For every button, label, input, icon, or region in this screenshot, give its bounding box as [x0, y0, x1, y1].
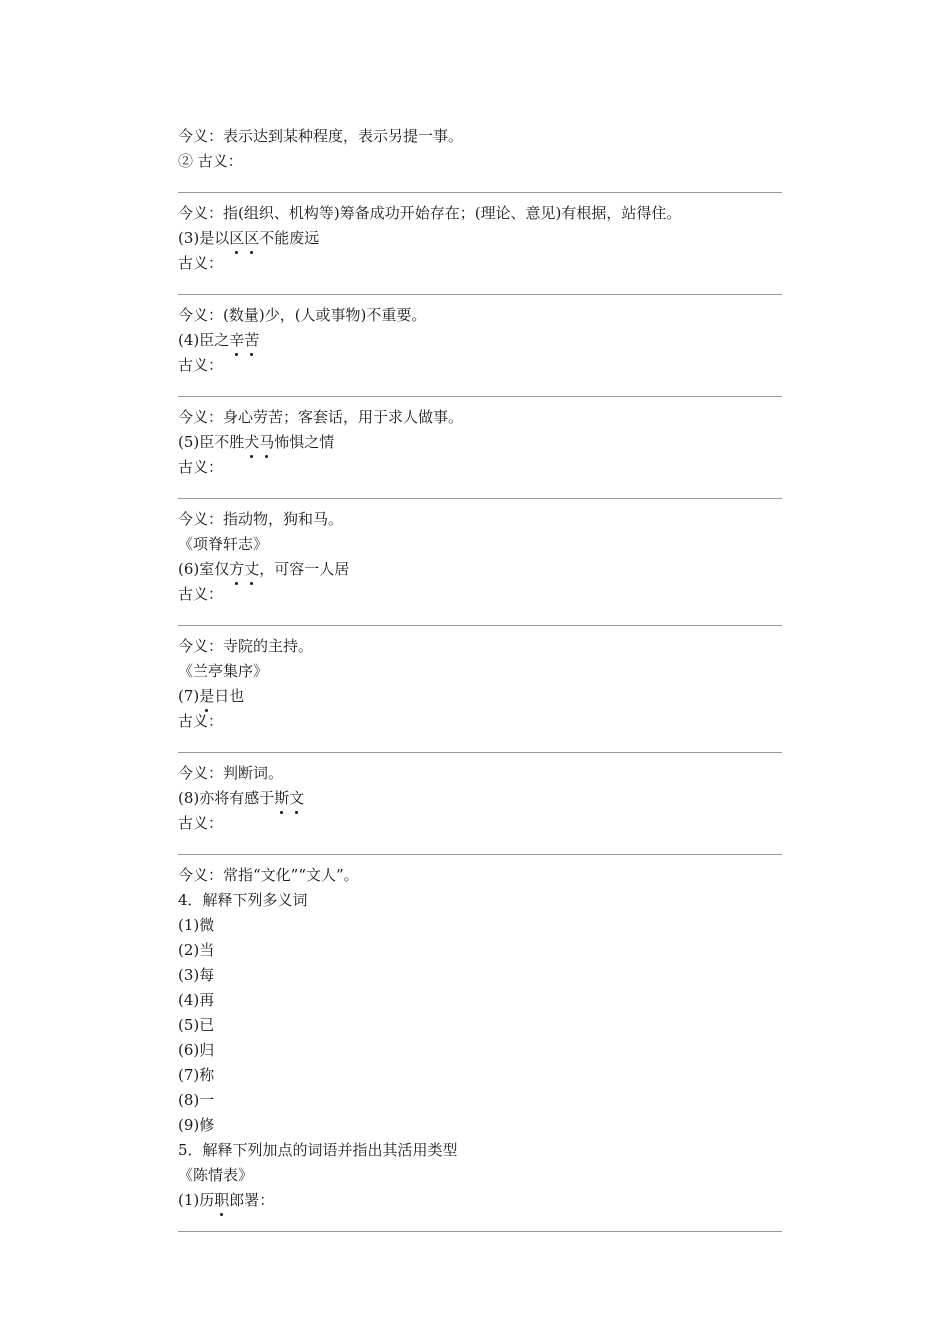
- text-line: (2)当: [178, 941, 215, 959]
- text-segment: 郎署：: [229, 1191, 275, 1209]
- dotted-character: 区: [244, 226, 259, 251]
- text-line: 今义：指动物，狗和马。: [178, 510, 344, 528]
- text-segment: 怖惧之情: [274, 433, 335, 451]
- text-line: 今义：身心劳苦；客套话，用于求人做事。: [178, 408, 464, 426]
- text-line: 古义：: [178, 712, 224, 730]
- dotted-character: 区: [229, 226, 244, 251]
- text-line: [178, 557, 782, 582]
- text-line: (7)称: [178, 1066, 215, 1084]
- answer-line: [178, 752, 782, 753]
- answer-line: [178, 396, 782, 397]
- text-line: 古义：: [178, 585, 224, 603]
- dotted-character: 马: [259, 430, 274, 455]
- text-line: (3)每: [178, 966, 215, 984]
- answer-line: [178, 1231, 782, 1232]
- text-line: [178, 430, 782, 455]
- dotted-character: 文: [289, 786, 304, 811]
- text-line: [178, 226, 782, 251]
- text-line: 古义：: [178, 254, 224, 272]
- text-line: 今义：表示达到某种程度，表示另提一事。: [178, 127, 464, 145]
- text-line: 古义：: [178, 458, 224, 476]
- dotted-character: 职: [214, 1188, 229, 1213]
- text-segment: (6)室仅: [178, 560, 230, 578]
- text-line: 《兰亭集序》: [178, 662, 269, 680]
- text-segment: 不能废远: [259, 229, 320, 247]
- text-line: [178, 786, 782, 811]
- text-line: 今义：指(组织、机构等)筹备成功开始存在；(理论、意见)有根据，站得住。: [178, 204, 682, 222]
- text-line: 今义：常指“文化”“文人”。: [178, 866, 359, 884]
- dotted-character: 辛: [229, 328, 244, 353]
- text-segment: ，可容一人居: [259, 560, 350, 578]
- text-line: 5．解释下列加点的词语并指出其活用类型: [178, 1141, 458, 1159]
- text-segment: (4)臣之: [178, 331, 230, 349]
- text-line: (9)修: [178, 1116, 215, 1134]
- answer-line: [178, 625, 782, 626]
- dotted-character: 犬: [244, 430, 259, 455]
- dotted-character: 方: [229, 557, 244, 582]
- answer-line: [178, 192, 782, 193]
- text-segment: (7): [178, 687, 200, 705]
- text-line: 今义：(数量)少，(人或事物)不重要。: [178, 306, 427, 324]
- text-segment: (5)臣不胜: [178, 433, 245, 451]
- text-line: 今义：寺院的主持。: [178, 637, 314, 655]
- text-segment: (8)亦将有感于: [178, 789, 275, 807]
- text-line: 4．解释下列多义词: [178, 891, 308, 909]
- text-line: (1)微: [178, 916, 215, 934]
- text-line: (6)归: [178, 1041, 215, 1059]
- dotted-character: 丈: [244, 557, 259, 582]
- dotted-character: 是: [199, 684, 214, 709]
- answer-line: [178, 854, 782, 855]
- dotted-character: 苦: [244, 328, 259, 353]
- text-segment: (1)历: [178, 1191, 215, 1209]
- text-line: (4)再: [178, 991, 215, 1009]
- text-segment: 日也: [214, 687, 245, 705]
- answer-line: [178, 498, 782, 499]
- text-line: [178, 1188, 782, 1213]
- text-line: 古义：: [178, 814, 224, 832]
- text-segment: (3)是以: [178, 229, 230, 247]
- text-line: (5)已: [178, 1016, 215, 1034]
- text-line: 《项脊轩志》: [178, 535, 269, 553]
- document-page: [178, 124, 782, 1240]
- text-line: ② 古义：: [178, 152, 243, 170]
- text-line: [178, 684, 782, 709]
- text-line: 《陈情表》: [178, 1166, 254, 1184]
- text-line: (8)一: [178, 1091, 215, 1109]
- text-line: 今义：判断词。: [178, 764, 284, 782]
- answer-line: [178, 294, 782, 295]
- dotted-character: 斯: [274, 786, 289, 811]
- text-line: [178, 328, 782, 353]
- text-line: 古义：: [178, 356, 224, 374]
